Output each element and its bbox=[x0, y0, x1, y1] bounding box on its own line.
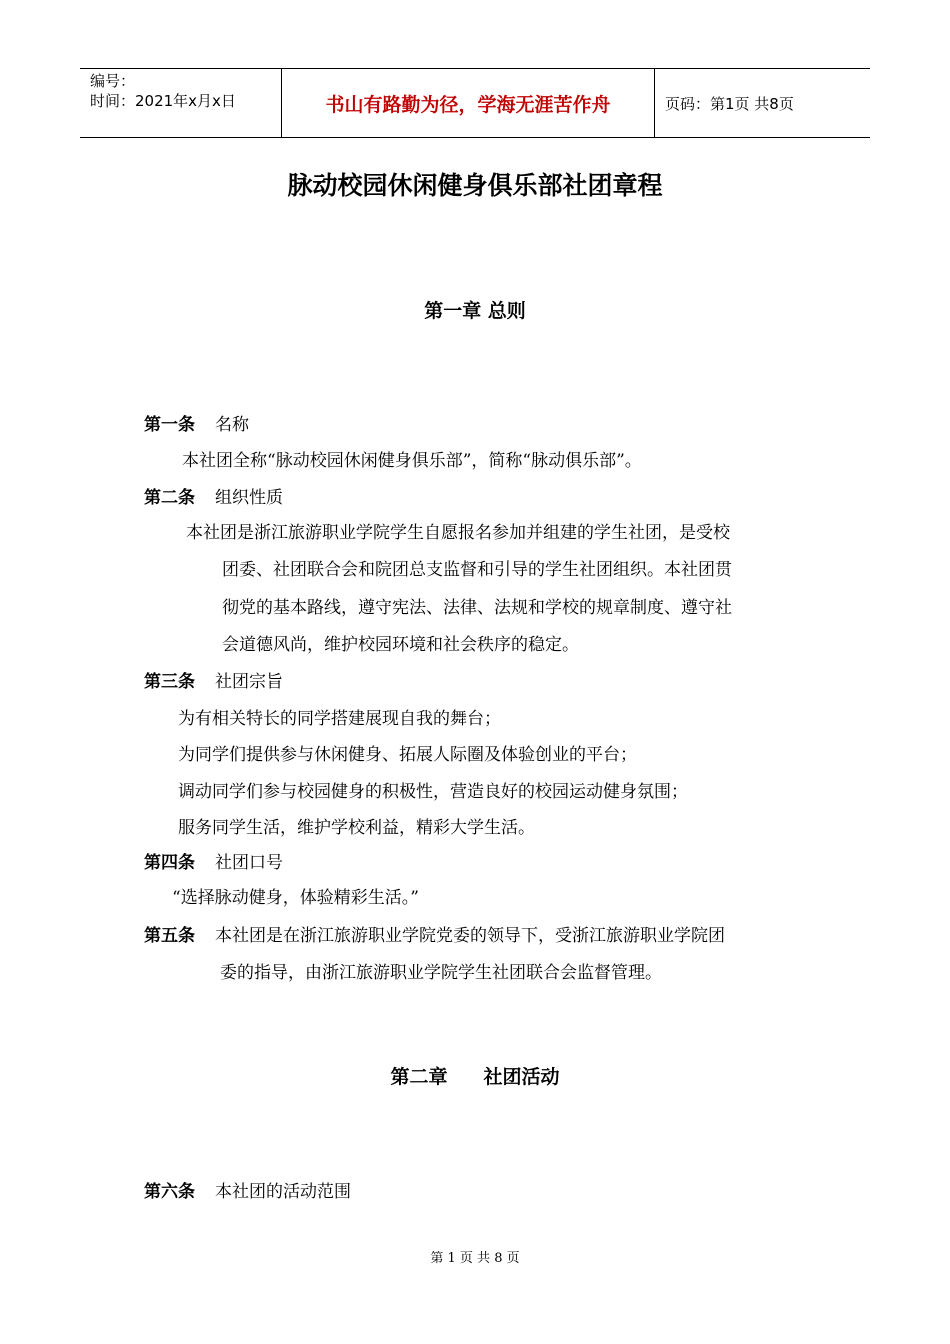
article-1-heading bbox=[144, 410, 249, 435]
article-label: 第六条 bbox=[144, 1182, 195, 1202]
article-2-line: 团委、社团联合会和院团总支监督和引导的学生社团组织。本社团贯 bbox=[222, 560, 732, 580]
chapter-number: 第二章 bbox=[390, 1066, 448, 1088]
article-label: 第四条 bbox=[144, 853, 195, 873]
article-heading: 本社团的活动范围 bbox=[215, 1182, 351, 1202]
article-3-line: 调动同学们参与校园健身的积极性，营造良好的校园运动健身氛围； bbox=[178, 782, 688, 802]
article-label: 第三条 bbox=[144, 672, 195, 692]
article-2-heading bbox=[144, 483, 283, 508]
number-label: 编号： bbox=[90, 72, 136, 90]
article-heading: 名称 bbox=[215, 415, 249, 435]
article-3-line: 为有相关特长的同学搭建展现自我的舞台； bbox=[178, 709, 501, 729]
article-label: 第二条 bbox=[144, 488, 195, 508]
article-6-heading bbox=[144, 1177, 351, 1202]
article-3-line: 服务同学生活，维护学校利益，精彩大学生活。 bbox=[178, 818, 535, 838]
article-4-body: “选择脉动健身，体验精彩生活。” bbox=[172, 888, 419, 908]
article-4-heading bbox=[144, 848, 283, 873]
article-heading: 社团宗旨 bbox=[215, 672, 283, 692]
article-2-line: 本社团是浙江旅游职业学院学生自愿报名参加并组建的学生社团，是受校 bbox=[186, 523, 730, 543]
article-5-first-line bbox=[144, 921, 725, 946]
chapter-name: 社团活动 bbox=[483, 1066, 560, 1088]
header-page-info: 页码：第1页 共8页 bbox=[665, 94, 794, 113]
time-label: 时间：2021年x月x日 bbox=[90, 92, 236, 110]
article-heading: 组织性质 bbox=[215, 488, 283, 508]
article-5-line: 本社团是在浙江旅游职业学院党委的领导下，受浙江旅游职业学院团 bbox=[215, 926, 725, 946]
article-3-heading bbox=[144, 667, 283, 692]
article-label: 第五条 bbox=[144, 926, 195, 946]
header-motto: 书山有路勤为径，学海无涯苦作舟 bbox=[281, 69, 655, 137]
article-3-line: 为同学们提供参与休闲健身、拓展人际圈及体验创业的平台； bbox=[178, 745, 637, 765]
chapter-1-title: 第一章 总则 bbox=[424, 300, 526, 322]
header-meta bbox=[80, 69, 281, 137]
document-title: 脉动校园休闲健身俱乐部社团章程 bbox=[287, 171, 663, 200]
chapter-2-title bbox=[0, 1062, 950, 1089]
article-heading: 社团口号 bbox=[215, 853, 283, 873]
page-footer: 第 1 页 共 8 页 bbox=[430, 1251, 520, 1266]
page-header bbox=[80, 68, 870, 138]
article-1-body: 本社团全称“脉动校园休闲健身俱乐部”，简称“脉动俱乐部”。 bbox=[182, 451, 642, 471]
article-2-line: 会道德风尚，维护校园环境和社会秩序的稳定。 bbox=[222, 635, 579, 655]
article-label: 第一条 bbox=[144, 415, 195, 435]
article-5-line: 委的指导，由浙江旅游职业学院学生社团联合会监督管理。 bbox=[220, 963, 662, 983]
article-2-line: 彻党的基本路线，遵守宪法、法律、法规和学校的规章制度、遵守社 bbox=[222, 598, 732, 618]
